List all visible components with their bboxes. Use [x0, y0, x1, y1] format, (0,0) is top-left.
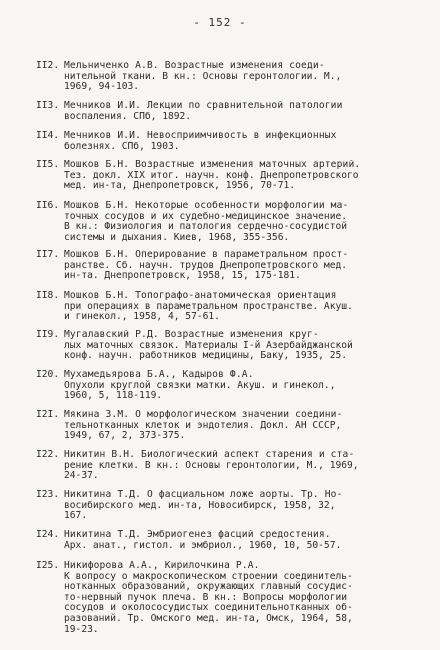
entry-line: 19-23. — [64, 623, 99, 635]
entry-line: 1949, 67, 2, 373-375. — [64, 430, 186, 442]
entry-line: Арх. анат., гистол. и эмбриол., 1960, 10, 50-57. — [64, 539, 342, 551]
entry-line: Никитина Т.Д. О фасциальном ложе аорты. Тр. Но- — [64, 490, 343, 500]
entry-number: II9. — [36, 329, 60, 340]
entry-number: II2. — [36, 60, 60, 71]
entry-line: точных сосудов и их судебно-медицинское значение. — [64, 210, 348, 222]
entry-line: тельнотканных клеток и эндотелия. Докл. АН СССР, — [64, 419, 342, 431]
entry-line: Мечников И.И. Невосприимчивость в инфекционных — [64, 131, 337, 141]
entry-line: Никифорова А.А., Кирилочкина Р.А. — [64, 561, 260, 571]
entry-line: К вопросу о макроскопическом строении соединитель- — [64, 570, 353, 582]
entry-text — [64, 160, 424, 192]
entry-line: 1960, 5, 118-119. — [64, 390, 163, 402]
entry-text — [64, 450, 424, 482]
entry-line: Мечников И.И. Лекции по сравнительной патологии — [64, 101, 343, 111]
entry-line: 24-37. — [64, 470, 99, 482]
entry-number: I2I. — [36, 409, 60, 420]
entry-line: Мошков Б.Н. Возрастные изменения маточных артерий. — [64, 160, 361, 170]
entry-number: I20. — [36, 369, 60, 380]
entry-line: системы и дыхания. Киев, 1968, 355-356. — [64, 231, 290, 243]
entry-number: II6. — [36, 200, 60, 211]
entry-text — [64, 201, 424, 243]
entry-line: Никитин В.Н. Биологический аспект старения и ста- — [64, 450, 355, 460]
entry-line: восибирского мед. ин-та, Новосибирск, 1958, 32, — [64, 499, 336, 511]
entry-line: Мухамедьярова Б.А., Кадыров Ф.А. — [64, 370, 254, 380]
entry-text — [64, 250, 424, 282]
entry-line: Тез. докл. XIX итог. научн. конф. Днепропетровского — [64, 169, 359, 181]
entry-text — [64, 131, 424, 152]
page-number: - 152 - — [193, 16, 247, 29]
entry-line: 167. — [64, 510, 88, 522]
entry-number: I23. — [36, 489, 60, 500]
entry-number: II8. — [36, 290, 60, 301]
entry-text — [64, 101, 424, 122]
entry-text — [64, 61, 424, 93]
entry-line: сосудов и околососудистых соединительнотканных об- — [64, 602, 353, 614]
entry-number: I25. — [36, 560, 60, 571]
entry-number: II7. — [36, 249, 60, 260]
entry-line: Мошков Б.Н. Топографо-анатомическая ориентация — [64, 291, 337, 301]
entry-line: ин-та. Днепропетровск, 1958, 15, 175-181. — [64, 270, 301, 282]
entry-number: II4. — [36, 130, 60, 141]
entry-line: болезнях. СПб, 1903. — [64, 140, 180, 152]
entry-number: II5. — [36, 159, 60, 170]
entry-text — [64, 561, 424, 635]
entry-line: 1969, 94-103. — [64, 81, 140, 93]
entry-line: то-нервный пучок плеча. В кн.: Вопросы морфологии — [64, 591, 348, 603]
entry-text — [64, 370, 424, 402]
entry-text — [64, 530, 424, 551]
entry-line: Мошков Б.Н. Оперирование в параметральном прост- — [64, 250, 349, 260]
entry-line: Мельниченко А.В. Возрастные изменения соеди- — [64, 61, 325, 71]
entry-text — [64, 330, 424, 362]
entry-line: Мошков Б.Н. Некоторые особенности морфологии ма- — [64, 201, 349, 211]
entry-text — [64, 490, 424, 522]
entry-line: нотканных образований, окружающих главный сосудис- — [64, 581, 353, 593]
entry-line: В кн.: Физиология и патология сердечно-сосудистой — [64, 221, 348, 233]
entry-number: I22. — [36, 449, 60, 460]
entry-line: Мякина З.М. О морфологическом значении соедини- — [64, 410, 343, 420]
entry-line: ранстве. Сб. научн. трудов Днепропетровского мед. — [64, 259, 348, 271]
entry-line: разований. Тр. Омского мед. ин-та, Омск, 1964, 58, — [64, 612, 353, 624]
entry-number: I24. — [36, 529, 60, 540]
entry-line: нительной ткани. В кн.: Основы геронтологии. М., — [64, 70, 342, 82]
entry-line: мед. ин-та, Днепропетровск, 1956, 70-71. — [64, 180, 296, 192]
entry-line: лых маточных связок. Материалы I-й Азербайджанской — [64, 339, 353, 351]
entry-line: Никитина Т.Д. Эмбриогенез фасций средостения. — [64, 530, 331, 540]
entry-line: Опухоли круглой связки матки. Акуш. и гинекол., — [64, 379, 336, 391]
entry-line: воспаления. СПб, 1892. — [64, 110, 192, 122]
entry-text — [64, 291, 424, 323]
entry-line: конф. научн. работников медицины, Баку, 1935, 25. — [64, 350, 348, 362]
entry-number: II3. — [36, 100, 60, 111]
entry-line: при операциях в параметральном пространстве. Акуш. — [64, 300, 353, 312]
entry-line: Мугалавский Р.Д. Возрастные изменения круг- — [64, 330, 319, 340]
entry-line: и гинекол., 1958, 4, 57-61. — [64, 311, 220, 323]
entry-text — [64, 410, 424, 442]
entry-line: рение клетки. В кн.: Основы геронтологии, М., 1969, — [64, 459, 359, 471]
